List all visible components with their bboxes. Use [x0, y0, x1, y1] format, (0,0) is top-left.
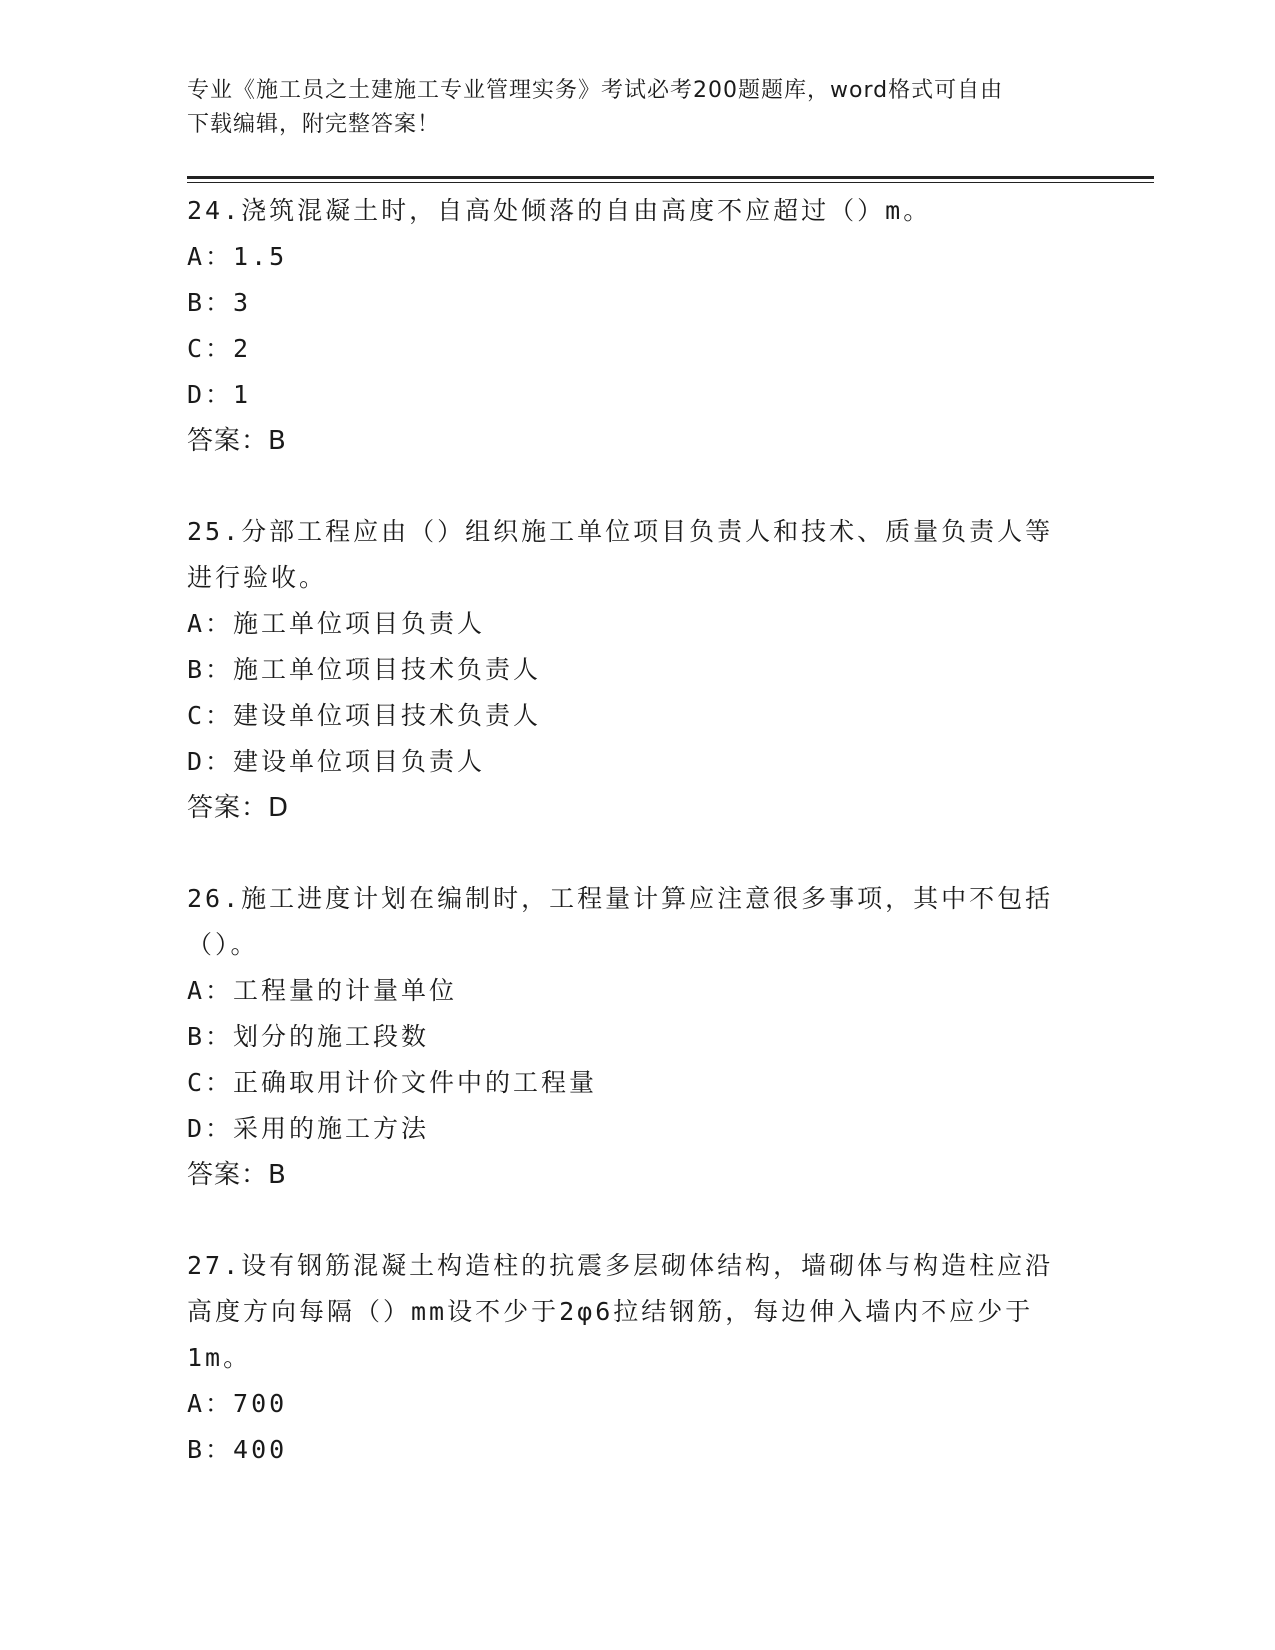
- question-stem-continued: 进行验收。: [187, 563, 328, 592]
- answer-line: 答案：B: [187, 426, 287, 456]
- option-d: D：采用的施工方法: [187, 1114, 430, 1143]
- question-stem: 27.设有钢筋混凝土构造柱的抗震多层砌体结构，墙砌体与构造柱应沿: [187, 1251, 1054, 1280]
- header-line-1: 专业《施工员之土建施工专业管理实务》考试必考200题题库，word格式可自由: [187, 78, 1004, 103]
- option-a: A：700: [187, 1389, 288, 1418]
- header-line-2: 下载编辑，附完整答案！: [187, 112, 441, 137]
- question-list: [187, 188, 1087, 1473]
- header-divider-thin: [187, 182, 1154, 183]
- question-stem: 26.施工进度计划在编制时，工程量计算应注意很多事项，其中不包括: [187, 884, 1054, 913]
- question-stem-continued: （）。: [187, 930, 259, 959]
- option-a: A：1.5: [187, 242, 288, 271]
- question-stem-continued: 1m。: [187, 1343, 252, 1372]
- option-c: C：2: [187, 334, 252, 363]
- question-27: [187, 1243, 1087, 1473]
- option-c: C：建设单位项目技术负责人: [187, 701, 542, 730]
- question-26: [187, 876, 1087, 1198]
- option-b: B：400: [187, 1435, 288, 1464]
- answer-line: 答案：D: [187, 793, 290, 823]
- option-d: D：建设单位项目负责人: [187, 747, 486, 776]
- question-25: [187, 509, 1087, 831]
- answer-line: 答案：B: [187, 1160, 287, 1190]
- option-b: B：3: [187, 288, 252, 317]
- document-header: [187, 74, 1067, 142]
- question-stem: 24.浇筑混凝土时，自高处倾落的自由高度不应超过（）m。: [187, 196, 932, 225]
- option-d: D：1: [187, 380, 252, 409]
- option-c: C：正确取用计价文件中的工程量: [187, 1068, 598, 1097]
- option-a: A：施工单位项目负责人: [187, 609, 486, 638]
- option-b: B：施工单位项目技术负责人: [187, 655, 542, 684]
- option-b: B：划分的施工段数: [187, 1022, 430, 1051]
- question-stem: 25.分部工程应由（）组织施工单位项目负责人和技术、质量负责人等: [187, 517, 1054, 546]
- question-24: [187, 188, 1087, 464]
- question-stem-continued: 高度方向每隔（）mm设不少于2φ6拉结钢筋，每边伸入墙内不应少于: [187, 1297, 1034, 1326]
- header-divider-thick: [187, 176, 1154, 179]
- option-a: A：工程量的计量单位: [187, 976, 458, 1005]
